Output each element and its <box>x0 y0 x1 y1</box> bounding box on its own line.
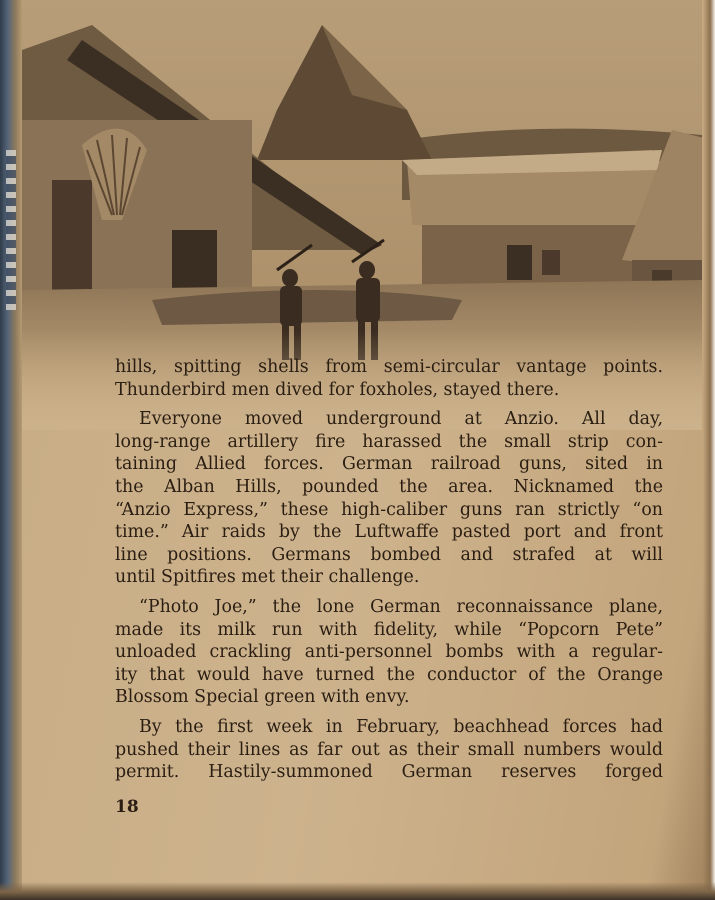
text-line: “Anzio Express,” these high-caliber guns ran strictly “on <box>115 499 663 520</box>
paragraph-3 <box>115 596 663 709</box>
text-line: permit. Hastily-summoned German reserves forged <box>115 762 663 783</box>
text-line: made its milk run with fidelity, while “Popcorn Pete” <box>115 619 663 640</box>
text-line: hills, spitting shells from semi-circular vantage points. <box>115 357 663 377</box>
text-line: Blossom Special green with envy. <box>115 687 410 708</box>
text-line: long-range artillery fire harassed the small strip con- <box>115 431 663 452</box>
text-line: By the first week in February, beachhead forces had <box>139 716 663 737</box>
text-line: taining Allied forces. German railroad guns, sited in <box>115 454 663 475</box>
text-line: unloaded crackling anti-personnel bombs with a regular- <box>115 642 663 663</box>
text-line: line positions. Germans bombed and strafed at will <box>115 544 663 565</box>
text-line: Thunderbird men dived for foxholes, stayed there. <box>115 379 560 400</box>
page-bottom-edge <box>0 882 715 900</box>
text-line: ity that would have turned the conductor of the Orange <box>115 664 663 685</box>
text-line: time.” Air raids by the Luftwaffe pasted port and front <box>115 522 663 543</box>
binding-stripes <box>6 150 16 310</box>
text-line: the Alban Hills, pounded the area. Nicknamed the <box>115 476 663 497</box>
page-number: 18 <box>115 797 139 817</box>
page-right-edge <box>703 0 715 900</box>
paragraph-1 <box>115 356 663 401</box>
text-line: pushed their lines as far out as their small numbers would <box>115 739 663 760</box>
text-line: Everyone moved underground at Anzio. All day, <box>139 409 663 430</box>
book-binding-edge <box>0 0 22 900</box>
body-text <box>115 356 663 784</box>
text-line: “Photo Joe,” the lone German reconnaissance plane, <box>139 596 663 617</box>
text-line: until Spitfires met their challenge. <box>115 567 420 588</box>
paragraph-4 <box>115 716 663 784</box>
paragraph-2 <box>115 408 663 589</box>
